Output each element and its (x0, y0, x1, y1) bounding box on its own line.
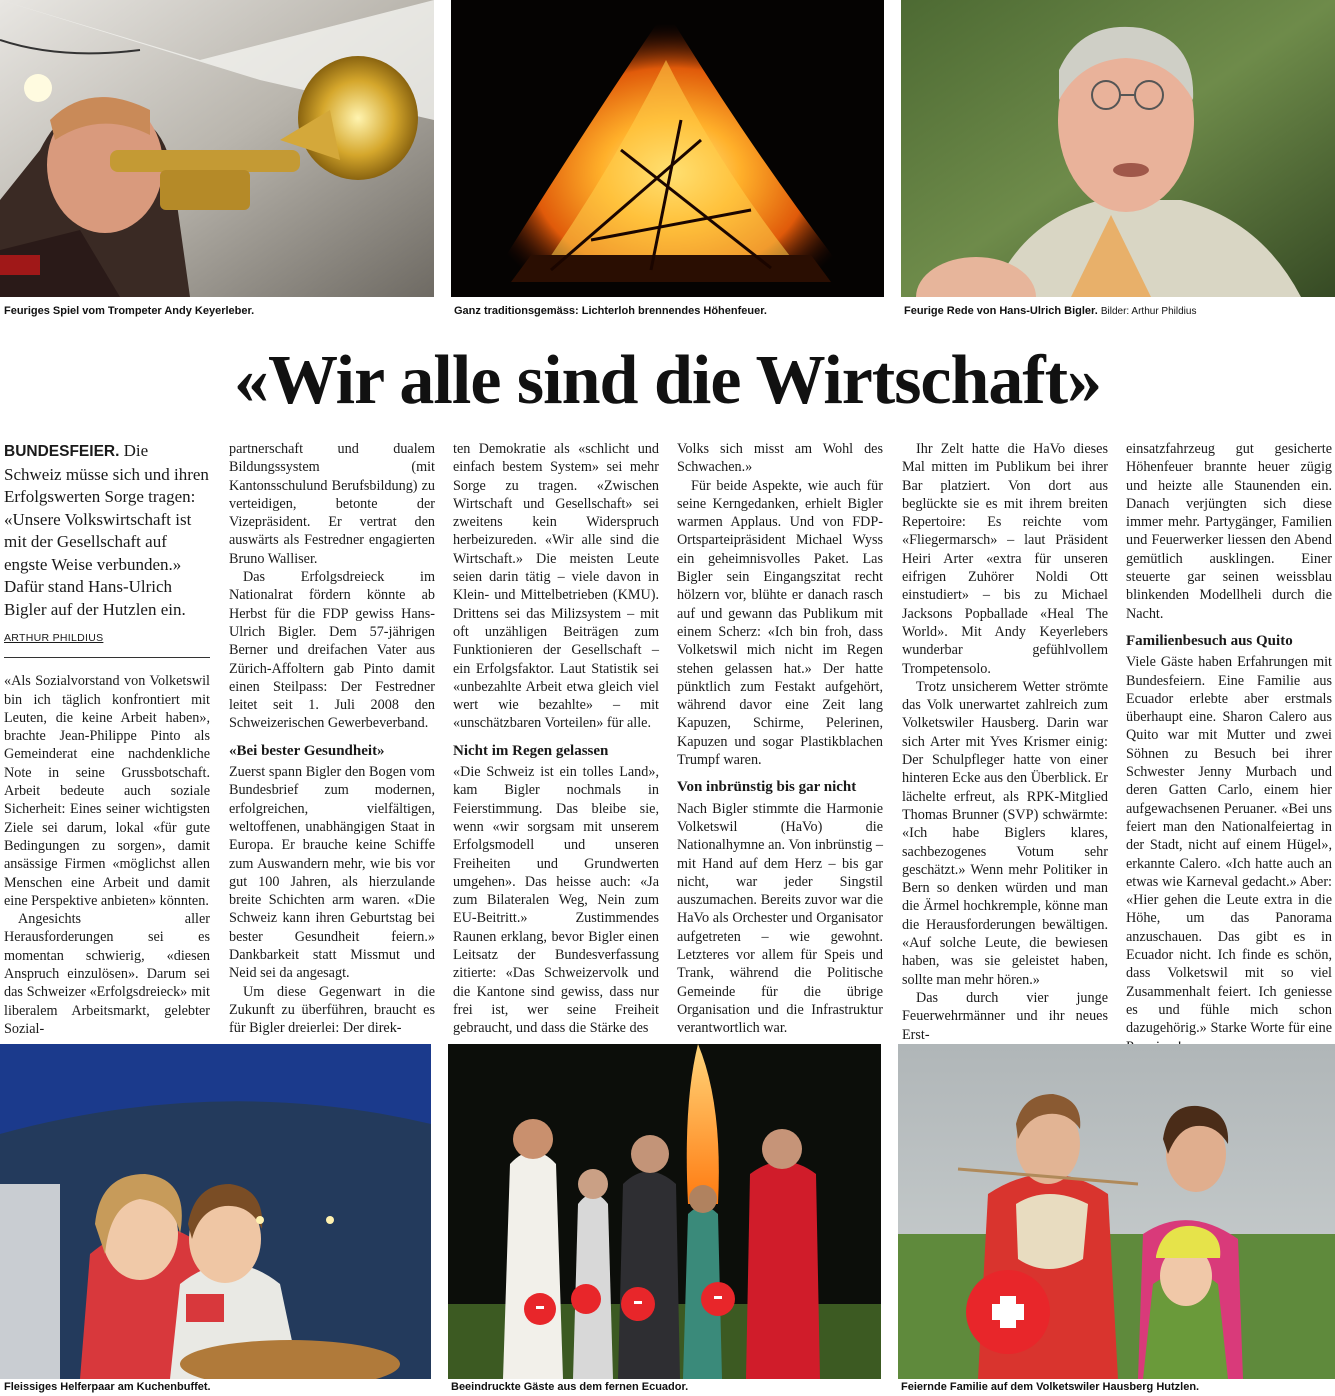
photo-ecuador-guests (448, 1044, 881, 1379)
headline: «Wir alle sind die Wirtschaft» (233, 342, 1102, 419)
caption-photo-helper-couple: Fleissiges Helferpaar am Kuchenbuffet. (4, 1381, 211, 1393)
column-1-paragraph-2: Angesichts aller Herausforderungen sei es momentan schwierig, «diesen Anspruch einzulösen». Darum sei das Schweizer «Erfolgsdreieck» mit liberalem Arbeitsmarkt, gelebter Sozial- (4, 911, 210, 1037)
photo-trumpeter (0, 0, 434, 297)
column-1 (4, 440, 210, 1038)
photo-helper-couple (0, 1044, 431, 1379)
column-1-paragraph-1: «Als Sozialvorstand von Volketswil bin ich täglich konfrontiert mit Leuten, die keine Arbeit haben», brachte Jean-Philippe Pinto als Gemeinderat eine nachdenkliche Note in seine Grussbotschaft. Arbeit bedeute auch soziale Sicherheit: Eines seiner wichtigsten Ziele sei darum, lokal «für gute Bedingungen zu sorgen», damit ansässige Firmen «möglichst allen Menschen eine Arbeit und damit eine Perspektive anbieten» könnten. (4, 673, 210, 909)
photo-speaker (901, 0, 1335, 297)
lead-kicker: BUNDESFEIER. (4, 443, 120, 460)
column-5 (902, 440, 1108, 1044)
column-4-paragraph-2: Für beide Aspekte, wie auch für seine Kerngedanken, erhielt Bigler warmen Applaus. Und von FDP-Ortsparteipräsident Michael Wyss ein geheimnisvolles Paket. Las Bigler sein Eingangszitat recht hölzern vor, blühte er danach rasch auf und gewann das Publikum mit einem Scherz: «Ich bin froh, dass Volketswil mich nicht im Regen stehen gelassen hat.» Der hatte pünktlich zum Festakt aufgehört, während davor eine Zeit lang Kapuzen, Schirme, Pelerinen, Kapuzen und sogar Plastikblachen Trumpf waren. (677, 477, 883, 769)
column-4 (677, 440, 883, 1038)
column-5-paragraph-2: Trotz unsicherem Wetter strömte das Volk unerwartet zahlreich zum Volketswiler Hausberg. Darin war sich Arter mit Yves Krismer einig: Der Schulpfleger hatte von einer hinteren Ecke aus den Überblick. Er lächelte erfreut, als RPK-Mitglied Thomas Brunner (SVP) schwärmte: «Ich habe Biglers klares, sachbezogenes Votum sehr geschätzt.» Wenn mehr Politiker in Bern so denken würden und man die Ärmel hochkremple, könne man die Herausforderungen bewältigen. «Auf solche Leute, die bewiesen haben, was sie geleistet haben, sollte man mehr hören.» (902, 678, 1108, 988)
column-4-paragraph-3: Nach Bigler stimmte die Harmonie Volketswil (HaVo) die Nationalhymne an. Von inbrünstig – mit Hand auf dem Herz – bis gar nicht, war jeder Singstil auszumachen. Bereits zuvor war die HaVo als Orchester und Organisator aufgetreten – wie gewohnt. Letzteres vor allem für Speis und Trank, während die Politische Gemeinde für die übrige Organisation und die Infrastruktur verantwortlich war. (677, 800, 883, 1037)
lead-text: Die Schweiz müsse sich und ihren Erfolgswerten Sorge tragen: «Unsere Volkswirtschaft ist mit der Gesellschaft auf engste Weise verbunden.» Dafür stand Hans-Ulrich Bigler auf der Hutzlen ein. (4, 441, 209, 619)
byline-rule (4, 657, 210, 658)
caption-photo-trumpeter: Feuriges Spiel vom Trompeter Andy Keyerleber. (4, 305, 255, 317)
column-6-paragraph-2: Viele Gäste haben Erfahrungen mit Bundesfeiern. Eine Familie aus Ecuador erlebte aber erstmals überhaupt eine. Sharon Calero aus Quito war mit Mutter und zwei Söhnen zu Besuch bei ihrer Schwester Jenny Murbach und deren Gatten Carlo, einem hier aufgewachsenen Peruaner. «Bei uns feiert man den Nationalfeiertag in der Stadt, nicht auf einem Hügel», erkannte Calero. «Ich hatte auch an etwas wie Karneval gedacht.» Aber: «Hier gehen die Leute extra in die Höhe, um das Panorama anzuschauen. Das gibt es in Ecuador nicht. Ich finde es schön, dass Volketswil mit so viel Zusammenhalt feiert. Ich geniesse es und fühle mich schon dazugehörig.» Starke Worte für eine (1126, 654, 1332, 1037)
column-6 (1126, 440, 1332, 1056)
column-2-paragraph-2: Das Erfolgsdreieck im Nationalrat fördern könnte ab Herbst für die FDP gewiss Hans-Ulrich Bigler. Dem 57-jährigen Berner und dreifachen Vater aus Zürich-Affoltern gab Pinto damit einen Steilpass: Der Festredner leitet seit 1. Juli 2008 den Schweizerischen Gewerbeverband. (229, 569, 435, 732)
column-5-paragraph-1: Ihr Zelt hatte die HaVo dieses Mal mitten im Publikum bei ihrer Bar platziert. Von dort aus beglückte sie es mit ihrem breiten Repertoire: Es reichte vom «Fliegermarsch» – laut Präsident Heiri Arter «extra für unseren eifrigen Zuhörer Noldi Ott einstudiert» – bis zu Michael Jacksons Popballade «Heal The World». Mit Andy Keyerlebers wunderbar gefühlvollem Trompetensolo. (902, 441, 1108, 677)
photo-bonfire (451, 0, 884, 297)
column-3-paragraph-2: «Die Schweiz ist ein tolles Land», kam Bigler nochmals in Feierstimmung. Das bleibe sie, wenn «wir sorgsam mit unserem Erfolgsmodell und unseren Freiheiten und Grundwerten umgehen». Das heisse auch: «Ja zum Bilateralen Weg, Nein zum EU-Beitritt.» Zustimmendes Raunen erklang, bevor Bigler einen Leitsatz der Bundesverfassung zitierte: «Das Schweizervolk und die Kantone sind gewiss, dass nur frei ist, wer seine Freiheit gebraucht, und dass die Stärke des (453, 764, 659, 1037)
photo-credit: Bilder: Arthur Phildius (1100, 306, 1197, 317)
column-2-paragraph-3: Zuerst spann Bigler den Bogen vom Bundesbrief zum modernen, erfolgreichen, vielfältigen, weltoffenen, unabhängigen Staat in Europa. Er brauche keine Schiffe zum Auswandern mehr, wie bis vor gut 100 Jahren, als hierzulande breite Schichten arm waren. «Die Schweiz kann ihren Geburtstag bei bester Gesundheit feiern.» Dankbarkeit statt Missmut und Neid sei da angesagt. (229, 764, 435, 982)
subheading-nicht-im-regen: Nicht im Regen gelassen (453, 742, 609, 759)
caption-photo-bonfire: Ganz traditionsgemäss: Lichterloh brennendes Höhenfeuer. (454, 305, 767, 317)
column-3-paragraph-1: ten Demokratie als «schlicht und einfach bestem System» sei mehr Sorge zu tragen. «Zwischen Wirtschaft und Gesellschaft» sei zweitens kein Widerspruch herbeizureden. «Wir alle sind die Wirtschaft.» Die meisten Leute seien darin tätig – viele davon in Klein- und Mittelbetrieben (KMU). Drittens sei das Milizsystem – mit oft unzähligen Beiträgen zum Funktionieren der Gesellschaft – ein Erfolgsfaktor. Laut Statistik sei «unbezahlte Arbeit etwa gleich viel wert wie bezahlte» – mit «unschätzbaren Vorteilen» für alle. (453, 441, 659, 732)
lead-paragraph (4, 440, 210, 621)
caption-photo-family: Feiernde Familie auf dem Volketswiler Hausberg Hutzlen. (901, 1381, 1200, 1393)
column-2-paragraph-4: Um diese Gegenwart in die Zukunft zu überführen, braucht es für Bigler dreierlei: Der direk- (229, 983, 435, 1037)
column-4-paragraph-1: Volks sich misst am Wohl des Schwachen.» (677, 441, 883, 476)
subheading-familienbesuch: Familienbesuch aus Quito (1126, 632, 1293, 649)
caption-photo-speaker (904, 305, 1196, 317)
subheading-bester-gesundheit: «Bei bester Gesundheit» (229, 742, 385, 759)
subheading-inbruenstig: Von inbrünstig bis gar nicht (677, 779, 857, 796)
caption-photo-speaker-text: Feurige Rede von Hans-Ulrich Bigler. (904, 305, 1098, 317)
column-3 (453, 440, 659, 1038)
column-2 (229, 440, 435, 1038)
column-2-paragraph-1: partnerschaft und dualem Bildungssystem (mit Kantonsschulund Berufsbildung) zu verteidigen, betonte der Vizepräsident. Er vertrat den auswärts als Festredner engagierten Bruno Walliser. (229, 441, 435, 567)
photo-family (898, 1044, 1335, 1379)
column-5-paragraph-3: Das durch vier junge Feuerwehrmänner und ihr neues Erst- (902, 989, 1108, 1043)
column-6-paragraph-1: einsatzfahrzeug gut gesicherte Höhenfeuer brannte heuer zügig und heizte alle Staunenden ein. Danach verjüngten sich diese immer mehr. Partygänger, Familien und Feuerwerker liessen den Abend gemütlich ausklingen. Einer steuerte gar seinen weissblau blinkenden Modellheli durch die Nacht. (1126, 441, 1332, 622)
caption-photo-ecuador-guests: Beeindruckte Gäste aus dem fernen Ecuador. (451, 1381, 689, 1393)
byline: ARTHUR PHILDIUS (4, 632, 104, 644)
